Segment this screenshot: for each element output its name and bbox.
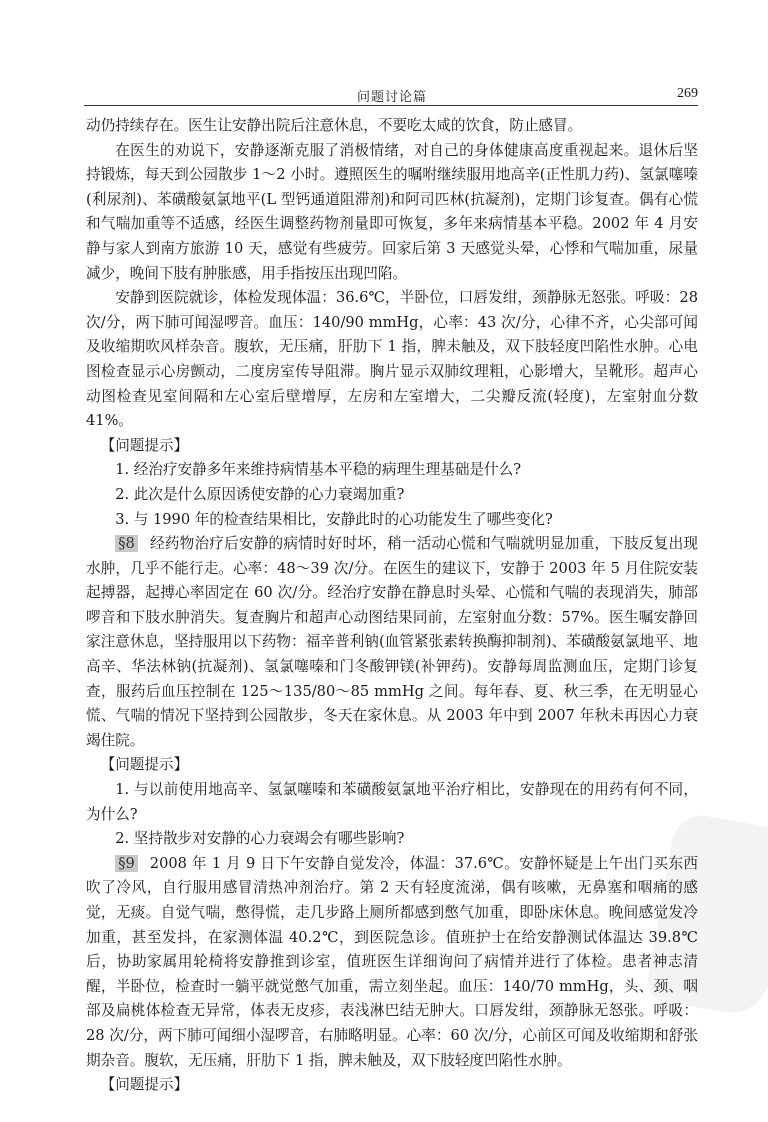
paragraph: 在医生的劝说下，安静逐渐克服了消极情绪，对自己的身体健康高度重视起来。退休后坚持锻炼，每天到公园散步 1～2 小时。遵照医生的嘱咐继续服用地高辛(正性肌力药)、氢氯噻嗪(利尿剂)、苯磺酸氨氯地平(L 型钙通道阻滞剂)和阿司匹林(抗凝剂)，定期门诊复查。偶有心慌和气喘加重等不适感，经医生调整药物剂量即可恢复，多年来病情基本平稳。2002 年 4 月安静与家人到南方旅游 10 天，感觉有些疲劳。回家后第 3 天感觉头晕，心悸和气喘加重，尿量减少，晚间下肢有肿胀感，用手指按压出现凹陷。 xyxy=(86,141,698,282)
section-8 xyxy=(86,532,698,753)
body-text xyxy=(86,114,698,1098)
question: 2. 坚持散步对安静的心力衰竭会有哪些影响? xyxy=(115,830,405,848)
question: 1. 与以前使用地高辛、氢氯噻嗪和苯磺酸氨氯地平治疗相比，安静现在的用药有何不同，为什么? xyxy=(86,781,698,823)
section-marker: §8 xyxy=(115,535,138,552)
section-text: 2008 年 1 月 9 日下午安静自觉发冷，体温：37.6℃。安静怀疑是上午出门买东西吹了冷风，自行服用感冒清热冲剂治疗。第 2 天有轻度流涕，偶有咳嗽，无鼻塞和咽痛的感觉，无痰。自觉气喘，憋得慌，走几步路上厕所都感到憋气加重，即卧床休息。晚间感觉发冷加重，甚至发抖，在家测体温 40.2℃，到医院急诊。值班护士在给安静测试体温达 39.8℃后，协助家属用轮椅将安静推到诊室，值班医生详细询问了病情并进行了体检。患者神志清醒，半卧位，检查时一躺平就觉憋气加重，需立刻坐起。血压：140/70 mmHg，头、颈、咽部及扁桃体检查无异常，体表无皮疹，表浅淋巴结无肿大。口唇发绀，颈静脉无怒张。呼吸：28 次/分，两下肺可闻细小湿啰音，右肺略明显。心率：60 次/分，心前区可闻及收缩期和舒张期杂音。腹软，无压痛，肝肋下 1 指，脾未触及，双下肢轻度凹陷性水肿。 xyxy=(86,854,698,1069)
section-marker: §9 xyxy=(115,855,138,872)
header-rule xyxy=(84,105,698,106)
section-9 xyxy=(86,852,698,1073)
hint-heading: 【问题提示】 xyxy=(100,1076,189,1094)
question: 2. 此次是什么原因诱使安静的心力衰竭加重? xyxy=(115,485,405,503)
question: 3. 与 1990 年的检查结果相比，安静此时的心功能发生了哪些变化? xyxy=(115,510,553,528)
page-number: 269 xyxy=(677,86,698,101)
section-text: 经药物治疗后安静的病情时好时坏，稍一活动心慌和气喘就明显加重，下肢反复出现水肿，几乎不能行走。心率：48～39 次/分。在医生的建议下，安静于 2003 年 5 月住院安装起搏器，起搏心率固定在 60 次/分。经治疗安静在静息时头晕、心慌和气喘的表现消失，肺部啰音和下肢水肿消失。复查胸片和超声心动图结果同前，左室射血分数：57%。医生嘱安静回家注意休息，坚持服用以下药物：福辛普利钠(血管紧张素转换酶抑制剂)、苯磺酸氨氯地平、地高辛、华法林钠(抗凝剂)、氢氯噻嗪和门冬酸钾镁(补钾药)。安静每周监测血压，定期门诊复查，服药后血压控制在 125～135/80～85 mmHg 之间。每年春、夏、秋三季，在无明显心慌、气喘的情况下坚持到公园散步，冬天在家休息。从 2003 年中到 2007 年秋未再因心力衰竭住院。 xyxy=(86,535,698,749)
hint-heading: 【问题提示】 xyxy=(100,756,189,774)
paragraph: 安静到医院就诊，体检发现体温：36.6℃，半卧位，口唇发绀，颈静脉无怒张。呼吸：28 次/分，两下肺可闻湿啰音。血压：140/90 mmHg，心率：43 次/分，心律不齐，心尖部可闻及收缩期吹风样杂音。腹软，无压痛，肝肋下 1 指，脾未触及，双下肢轻度凹陷性水肿。心电图检查显示心房颤动，二度房室传导阻滞。胸片显示双肺纹理粗，心影增大，呈靴形。超声心动图检查见室间隔和左心室后壁增厚，左房和左室增大，二尖瓣反流(轻度)，左室射血分数 41%。 xyxy=(86,289,698,430)
question: 1. 经治疗安静多年来维持病情基本平稳的病理生理基础是什么? xyxy=(115,461,522,479)
hint-heading: 【问题提示】 xyxy=(100,436,189,454)
paragraph: 动仍持续存在。医生让安静出院后注意休息，不要吃太咸的饮食，防止感冒。 xyxy=(86,117,583,134)
page-header xyxy=(86,84,698,104)
running-title: 问题讨论篇 xyxy=(356,90,427,105)
